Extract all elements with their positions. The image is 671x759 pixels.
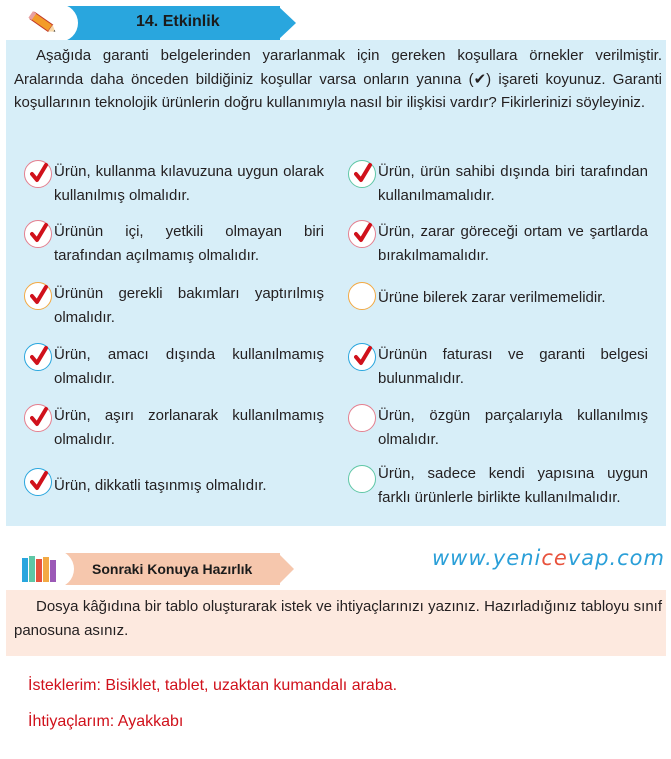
checkbox[interactable] xyxy=(24,160,52,188)
next-topic-header xyxy=(6,550,296,588)
checkmark-icon xyxy=(30,163,48,183)
condition-text: Ürün, özgün parçalarıyla kullanılmış olmalıdır. xyxy=(378,407,648,448)
checkmark-icon xyxy=(30,471,48,491)
checkmark-icon xyxy=(354,163,372,183)
next-topic-arrow xyxy=(278,553,294,585)
checkbox-empty[interactable] xyxy=(348,465,376,493)
checkbox[interactable] xyxy=(24,404,52,432)
answer-needs: İhtiyaçlarım: Ayakkabı xyxy=(28,713,184,730)
condition-text: Ürün, amacı dışında kullanılmamış olmalıdır. xyxy=(54,346,324,387)
next-topic-badge xyxy=(6,550,74,588)
checkmark-icon xyxy=(30,346,48,366)
watermark-accent: ce xyxy=(541,546,568,570)
checkmark-icon xyxy=(30,407,48,427)
checkbox[interactable] xyxy=(24,468,52,496)
checkmark-icon xyxy=(354,346,372,366)
condition-text: Ürünün faturası ve garanti belgesi bulunmalıdır. xyxy=(378,346,648,387)
checkmark-icon xyxy=(30,285,48,305)
condition-text: Ürün, sadece kendi yapısına uygun farklı ürünlerle birlikte kullanılmalıdır. xyxy=(378,465,648,506)
activity-box xyxy=(6,40,666,526)
pencil-icon xyxy=(26,7,60,39)
checkbox[interactable] xyxy=(24,343,52,371)
checkbox-empty[interactable] xyxy=(348,404,376,432)
checkmark-icon xyxy=(354,223,372,243)
next-topic-text: Dosya kâğıdına bir tablo oluşturarak istek ve ihtiyaçlarınızı yazınız. Hazırladığınız tabloyu sınıf panosuna asınız. xyxy=(14,598,662,639)
condition-text: Ürün, aşırı zorlanarak kullanılmamış olmalıdır. xyxy=(54,407,324,448)
checkmark-icon xyxy=(30,223,48,243)
checkbox[interactable] xyxy=(348,220,376,248)
activity-header xyxy=(6,4,302,42)
condition-text: Ürün, kullanma kılavuzuna uygun olarak kullanılmış olmalıdır. xyxy=(54,163,324,204)
activity-title: 14. Etkinlik xyxy=(136,13,220,30)
condition-text: Ürüne bilerek zarar verilmemelidir. xyxy=(378,289,606,306)
condition-text: Ürün, ürün sahibi dışında biri tarafından kullanılmamalıdır. xyxy=(378,163,648,204)
activity-intro: Aşağıda garanti belgelerinden yararlanmak için gereken koşullara örnekler verilmiştir. Aralarında daha önceden bildiğiniz koşullar varsa onların yanına (✔) işareti koyunuz. Garanti koşullarının teknolojik ürünlerin doğru kullanımıyla nasıl bir ilişkisi vardır? Fikirlerinizi söyleyiniz. xyxy=(14,47,662,111)
watermark-part: www.yeni xyxy=(432,546,542,570)
activity-badge xyxy=(6,4,78,42)
activity-header-arrow xyxy=(278,6,296,40)
condition-text: Ürünün gerekli bakımları yaptırılmış olmalıdır. xyxy=(54,285,324,326)
watermark-part: vap.com xyxy=(567,546,665,570)
checkbox[interactable] xyxy=(24,220,52,248)
condition-text: Ürünün içi, yetkili olmayan biri tarafından açılmamış olmalıdır. xyxy=(54,223,324,264)
books-icon xyxy=(20,554,62,584)
checkbox[interactable] xyxy=(348,160,376,188)
next-topic-box xyxy=(6,590,666,656)
condition-text: Ürün, dikkatli taşınmış olmalıdır. xyxy=(54,477,267,494)
checkbox[interactable] xyxy=(24,282,52,310)
next-topic-title: Sonraki Konuya Hazırlık xyxy=(92,561,253,577)
checkbox-empty[interactable] xyxy=(348,282,376,310)
condition-text: Ürün, zarar göreceği ortam ve şartlarda bırakılmamalıdır. xyxy=(378,223,648,264)
checkbox[interactable] xyxy=(348,343,376,371)
answer-wishes: İsteklerim: Bisiklet, tablet, uzaktan kumandalı araba. xyxy=(28,677,398,694)
watermark xyxy=(432,546,665,570)
